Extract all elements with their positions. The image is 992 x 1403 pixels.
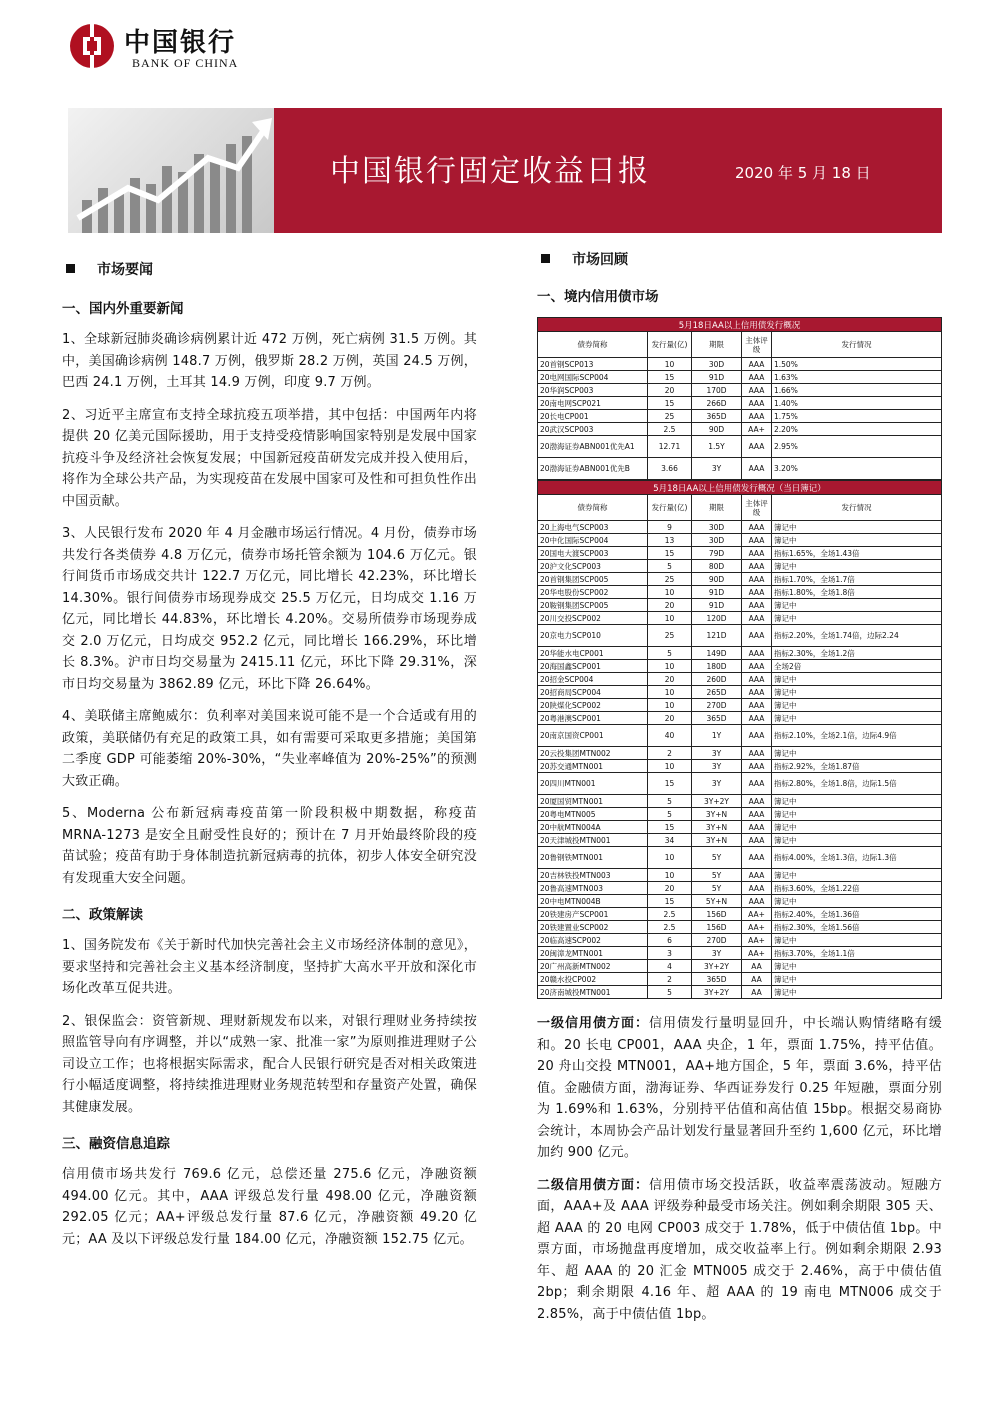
table-cell: 簿记中 [772,673,942,686]
table-cell: 3Y [692,947,742,960]
table-cell: 15 [648,547,692,560]
table-cell: 2.95% [772,436,942,458]
table-cell: 1.40% [772,397,942,410]
news-item-3: 3、人民银行发布 2020 年 4 月金融市场运行情况。4 月份，债券市场共发行各类债券 4.8 万亿元，债券市场托管余额为 104.6 万亿元。银行间货币市场成交共计 122.7 万亿元，同比增长 42.23%，环比增长 14.30%。银行间债券市场现券成交 25.5 万亿元，日均成交 1.16 万亿元，同比增长 44.83%，环比增长 4.20%。交易所债券市场现券成交 2.0 万亿元，日均成交 952.2 亿元，同比增长 166.29%，环比增长 8.3%。沪市日均交易量为 2415.11 亿元，环比下降 29.31%，深市日均交易量为 3862.89 亿元，环比下降 26.64%。 [62,526,477,692]
table-row [538,934,942,947]
table-cell: 簿记中 [772,986,942,999]
left-column [62,257,477,1261]
table-cell: AAA [742,521,772,534]
table-row [538,534,942,547]
table-cell: 20武汉SCP003 [538,423,648,436]
table-cell: AAA [742,895,772,908]
table-cell: 簿记中 [772,934,942,947]
financing-paragraph: 信用债市场共发行 769.6 亿元，总偿还量 275.6 亿元，净融资额 494.00 亿元。其中，AAA 评级总发行量 498.00 亿元，净融资额 292.05 亿元；AA+评级总发行量 87.6 亿元，净融资额 49.20 亿元；AA 及以下评级总发行量 184.00 亿元，净融资额 152.75 亿元。 [62,1167,477,1247]
table-row [538,423,942,436]
report-date: 2020 年 5 月 18 日 [735,164,871,182]
table-row [538,725,942,747]
table-cell: AAA [742,358,772,371]
table-cell: AAA [742,834,772,847]
table-cell: 20鲁钢铁MTN001 [538,847,648,869]
table-row [538,586,942,599]
table-cell: 91D [692,586,742,599]
bank-logo [70,22,270,74]
table-cell: AAA [742,747,772,760]
column-header: 债券简称 [538,332,648,358]
table-row [538,847,942,869]
table-cell: 簿记中 [772,560,942,573]
table-cell: AAA [742,586,772,599]
column-header: 债券简称 [538,495,648,521]
table-cell: 20粤电MTN005 [538,808,648,821]
table-cell: 1.5Y [692,436,742,458]
table-cell: 80D [692,560,742,573]
table-cell: 30D [692,521,742,534]
table-cell: 1.75% [772,410,942,423]
table-cell: AA+ [742,908,772,921]
table-cell: AAA [742,436,772,458]
table-cell: 90D [692,423,742,436]
table-cell: 20 [648,673,692,686]
table-cell: AAA [742,760,772,773]
news-subheading: 一、国内外重要新闻 [62,301,184,317]
table-cell: 指标1.80%，全场1.8倍 [772,586,942,599]
table-cell: 20闽漳龙MTN001 [538,947,648,960]
table-cell: 20南京国资CP001 [538,725,648,747]
table-row [538,821,942,834]
table-cell: 簿记中 [772,960,942,973]
table-row [538,895,942,908]
table-row [538,795,942,808]
table-cell: 20中航MTN004A [538,821,648,834]
table-cell: 20渤海证券ABN001优先A1 [538,436,648,458]
policy-subheading: 二、政策解读 [62,907,143,923]
table-cell: AAA [742,410,772,423]
table-cell: 指标2.30%，全场1.56倍 [772,921,942,934]
table-row [538,986,942,999]
table-cell: 10 [648,686,692,699]
table-cell: 5Y [692,869,742,882]
table-cell: 15 [648,821,692,834]
table-cell: 5 [648,986,692,999]
table-cell: 指标4.00%，全场1.3倍，边际1.3倍 [772,847,942,869]
table-cell: 34 [648,834,692,847]
table-cell: 365D [692,973,742,986]
table-cell: 10 [648,760,692,773]
policy-item-2: 2、银保监会：资管新规、理财新规发布以来，对银行理财业务持续按照监管导向有序调整，并以“成熟一家、批准一家”为原则推进理财子公司设立工作；也将根据实际需求，配合人民银行研究是否对相关政策进行小幅适度调整，将持续推进理财业务规范转型和存量资产处置，确保其健康发展。 [62,1013,477,1115]
table-cell: 指标1.65%，全场1.43倍 [772,547,942,560]
table-cell: 3Y+2Y [692,960,742,973]
table-cell: AAA [742,371,772,384]
table-cell: AAA [742,773,772,795]
table-row [538,612,942,625]
table-cell: 20招商局SCP004 [538,686,648,699]
table-cell: 3Y+N [692,834,742,847]
table-cell: AAA [742,712,772,725]
table-row [538,834,942,847]
table-cell: 20京电力SCP010 [538,625,648,647]
table-cell: AAA [742,847,772,869]
table-cell: 1Y [692,725,742,747]
table-cell: 20首钢集团SCP005 [538,573,648,586]
table-cell: 10 [648,847,692,869]
table-cell: 簿记中 [772,599,942,612]
news-item-2: 2、习近平主席宣布支持全球抗疫五项举措，其中包括：中国两年内将提供 20 亿美元国际援助，用于支持受疫情影响国家特别是发展中国家抗疫斗争及经济社会恢复发展；中国新冠疫苗研发完成并投入使用后，将作为全球公共产品，为实现疫苗在发展中国家可及性和可担负性作出中国贡献。 [62,407,477,509]
table-cell: 149D [692,647,742,660]
table-cell: 9 [648,521,692,534]
table-cell: 簿记中 [772,973,942,986]
table-cell: 20川交投SCP002 [538,612,648,625]
column-header: 发行情况 [772,332,942,358]
table-cell: 3Y+2Y [692,986,742,999]
market-news-heading: 市场要闻 [62,257,477,283]
table-row [538,973,942,986]
table-cell: 20鞍钢集团SCP005 [538,599,648,612]
report-title: 中国银行固定收益日报 [330,154,650,189]
table-cell: AA+ [742,423,772,436]
table-cell: 270D [692,699,742,712]
table-cell: 20陕煤化SCP002 [538,699,648,712]
table-cell: 3 [648,947,692,960]
table-cell: 2 [648,747,692,760]
table-cell: 5Y [692,847,742,869]
table-cell: 20苏交通MTN001 [538,760,648,773]
table-cell: 20 [648,882,692,895]
table-cell: 3Y [692,773,742,795]
primary-market-label: 一级信用债方面： [537,1016,649,1031]
table-cell: 簿记中 [772,834,942,847]
table-cell: AAA [742,821,772,834]
table-caption: 5月18日AA以上信用债发行概况 [538,318,942,332]
table-cell: 5Y+N [692,895,742,908]
table-cell: 15 [648,397,692,410]
table-cell: 2.20% [772,423,942,436]
news-item-5: 5、Moderna 公布新冠病毒疫苗第一阶段积极中期数据，称疫苗 MRNA-1273 是安全且耐受性良好的；预计在 7 月开始最终阶段的疫苗试验；疫苗有助于身体制造抗新冠病毒的抗体，初步人体安全研究没有发现重大安全问题。 [62,806,477,886]
table-cell: AAA [742,795,772,808]
table-cell: AAA [742,534,772,547]
table-row [538,560,942,573]
table-row [538,371,942,384]
financing-subheading: 三、融资信息追踪 [62,1136,170,1152]
table-cell: 40 [648,725,692,747]
table-cell: 20南电网SCP021 [538,397,648,410]
table-cell: 20中化国际SCP004 [538,534,648,547]
table-cell: 3.20% [772,458,942,480]
table-cell: AAA [742,699,772,712]
logo-english-name: BANK OF CHINA [132,56,239,70]
table-cell: 170D [692,384,742,397]
table-cell: AA [742,973,772,986]
table-row [538,647,942,660]
table-cell: 20华能水电CP001 [538,647,648,660]
table-cell: AAA [742,573,772,586]
table-cell: AAA [742,547,772,560]
table-cell: AAA [742,882,772,895]
table-cell: 365D [692,712,742,725]
table-row [538,458,942,480]
table-cell: 3.66 [648,458,692,480]
column-header: 发行情况 [772,495,942,521]
table-cell: 20铁建置业SCP002 [538,921,648,934]
table-cell: 12.71 [648,436,692,458]
table-cell: 簿记中 [772,895,942,908]
logo-chinese-name: 中国银行 [124,28,237,58]
news-item-4: 4、美联储主席鲍威尔：负利率对美国来说可能不是一个合适或有用的政策，美联储仍有充足的政策工具，如有需要可采取更多措施；美国第二季度 GDP 可能萎缩 20%-30%，“失业率峰值为 20%-25%”的预测大致正确。 [62,709,477,789]
table-cell: 20鲁高速MTN003 [538,882,648,895]
column-header: 发行量(亿) [648,332,692,358]
table-row [538,673,942,686]
table-cell: AAA [742,560,772,573]
table-cell: 20济南城投MTN001 [538,986,648,999]
table-cell: AAA [742,625,772,647]
table-cell: 指标2.92%，全场1.87倍 [772,760,942,773]
table-cell: 簿记中 [772,808,942,821]
table-cell: 20长电CP001 [538,410,648,423]
table-cell: 20国电大渡SCP003 [538,547,648,560]
table-cell: 20粤港澳SCP001 [538,712,648,725]
column-header: 发行量(亿) [648,495,692,521]
table-row [538,397,942,410]
column-header: 期限 [692,495,742,521]
table-cell: 20临高速SCP002 [538,934,648,947]
table-cell: 2.5 [648,908,692,921]
table-cell: AA [742,986,772,999]
table-row [538,921,942,934]
table-cell: 270D [692,934,742,947]
table-cell: 指标1.70%，全场1.7倍 [772,573,942,586]
table-row [538,960,942,973]
report-banner [68,108,942,233]
primary-market-paragraph [537,1013,942,1164]
table-cell: 4 [648,960,692,973]
table-row [538,869,942,882]
table-row [538,699,942,712]
table-cell: 120D [692,612,742,625]
table-row [538,410,942,423]
table-cell: 30D [692,358,742,371]
table-row [538,686,942,699]
column-header: 主体评级 [742,495,772,521]
table-cell: 2.5 [648,423,692,436]
policy-item-1: 1、国务院发布《关于新时代加快完善社会主义市场经济体制的意见》，要求坚持和完善社会主义基本经济制度，坚持扩大高水平开放和深化市场化改革互促共进。 [62,938,477,996]
table-cell: 簿记中 [772,534,942,547]
table-cell: 13 [648,534,692,547]
table-cell: 6 [648,934,692,947]
table-cell: 簿记中 [772,612,942,625]
square-bullet-icon [66,264,75,273]
table-cell: 156D [692,921,742,934]
table-cell: 180D [692,660,742,673]
table-cell: 簿记中 [772,821,942,834]
table-cell: 20吉林铁投MTN003 [538,869,648,882]
table-cell: 91D [692,371,742,384]
table-cell: 25 [648,625,692,647]
table-row [538,573,942,586]
table-cell: 20华润SCP003 [538,384,648,397]
table-cell: 指标2.40%，全场1.36倍 [772,908,942,921]
table-cell: 3Y+N [692,821,742,834]
table-cell: AAA [742,673,772,686]
table-row [538,712,942,725]
table-cell: AAA [742,647,772,660]
table-cell: 3Y [692,458,742,480]
table-row [538,436,942,458]
table-row [538,908,942,921]
rising-chart-graphic-icon [68,108,274,233]
table-cell: 1.66% [772,384,942,397]
table-cell: 簿记中 [772,686,942,699]
table-cell: 指标2.10%，全场2.1倍，边际4.9倍 [772,725,942,747]
news-item-1: 1、全球新冠肺炎确诊病例累计近 472 万例，死亡病例 31.5 万例。其中，美国确诊病例 148.7 万例，俄罗斯 28.2 万例，英国 24.5 万例，巴西 24.1 万例，土耳其 14.9 万例，印度 9.7 万例。 [62,332,477,390]
table-cell: 20赣水投CP002 [538,973,648,986]
table-cell: 3Y [692,747,742,760]
square-bullet-icon [541,254,550,263]
secondary-market-text: 信用债市场交投活跃，收益率震荡波动。短融方面，AAA+及 AAA 评级券种最受市场关注。例如剩余期限 305 天、超 AAA 的 20 电网 CP003 成交于 1.78%，低于中债估值 1bp。中票方面，市场抛盘再度增加，成交收益率上行。例如剩余期限 2.93 年、超 AAA 的 20 汇金 MTN005 成交于 2.46%，高于中债估值 2bp；剩余期限 4.16 年、超 AAA 的 19 南电 MTN006 成交于 2.85%，高于中债估值 1bp。 [537,1177,943,1322]
bookbuilding-table [537,480,942,999]
table-cell: 20广州高新MTN002 [538,960,648,973]
table-cell: 10 [648,586,692,599]
table-cell: 20华电股份SCP002 [538,586,648,599]
table-row [538,808,942,821]
table-cell: 指标2.20%，全场1.74倍，边际2.24 [772,625,942,647]
table-row [538,547,942,560]
table-row [538,773,942,795]
issuance-table [537,317,942,480]
table-cell: 25 [648,573,692,586]
table-cell: 121D [692,625,742,647]
table-cell: 10 [648,660,692,673]
table-cell: AA+ [742,934,772,947]
table-cell: 5 [648,560,692,573]
table-cell: 指标2.30%，全场1.2倍 [772,647,942,660]
secondary-market-label: 二级信用债方面： [537,1177,649,1193]
table-cell: AAA [742,660,772,673]
table-cell: 20首钢SCP013 [538,358,648,371]
table-cell: AAA [742,384,772,397]
table-cell: 20沪文化SCP003 [538,560,648,573]
table-cell: 3Y [692,760,742,773]
table-cell: 266D [692,397,742,410]
table-cell: 91D [692,599,742,612]
table-cell: 指标2.80%，全场1.8倍，边际1.5倍 [772,773,942,795]
table-cell: 15 [648,773,692,795]
column-header: 主体评级 [742,332,772,358]
secondary-market-paragraph [537,1175,942,1326]
table-cell: 156D [692,908,742,921]
table-cell: AAA [742,808,772,821]
table-cell: 79D [692,547,742,560]
table-cell: 20上海电气SCP003 [538,521,648,534]
table-cell: AAA [742,612,772,625]
table-cell: 簿记中 [772,699,942,712]
table-cell: 20四川MTN001 [538,773,648,795]
table-cell: 簿记中 [772,712,942,725]
table-cell: 10 [648,358,692,371]
table-cell: 15 [648,895,692,908]
table-cell: AAA [742,458,772,480]
table-cell: 10 [648,612,692,625]
table-cell: 90D [692,573,742,586]
table-cell: 20中电MTN004B [538,895,648,908]
table-cell: 簿记中 [772,869,942,882]
table-cell: 30D [692,534,742,547]
table-cell: 20招金SCP004 [538,673,648,686]
table-cell: 1.50% [772,358,942,371]
table-cell: AA [742,960,772,973]
table-cell: 5 [648,808,692,821]
table-row [538,521,942,534]
table-cell: AA+ [742,921,772,934]
table-cell: 20 [648,712,692,725]
table-cell: 1.63% [772,371,942,384]
table-cell: 20渤海证券ABN001优先B [538,458,648,480]
right-column [537,247,942,1336]
table-cell: 365D [692,410,742,423]
table-cell: 2 [648,973,692,986]
table-cell: AAA [742,725,772,747]
table-cell: 簿记中 [772,747,942,760]
table-row [538,882,942,895]
table-cell: 5 [648,795,692,808]
table-cell: 簿记中 [772,521,942,534]
table-cell: 3Y+2Y [692,795,742,808]
table-row [538,660,942,673]
table-cell: AAA [742,869,772,882]
column-header: 期限 [692,332,742,358]
table-cell: 2.5 [648,921,692,934]
table-row [538,760,942,773]
table-cell: 3Y+N [692,808,742,821]
table-cell: 20云投集团MTN002 [538,747,648,760]
table-row [538,747,942,760]
table-cell: 265D [692,686,742,699]
table-cell: 指标3.70%，全场1.1倍 [772,947,942,960]
table-cell: 20海国鑫SCP001 [538,660,648,673]
table-cell: 20厦国贸MTN001 [538,795,648,808]
table-cell: 10 [648,699,692,712]
table-row [538,384,942,397]
table-cell: 5Y [692,882,742,895]
market-review-heading: 市场回顾 [537,247,942,273]
bank-of-china-emblem-icon [70,24,114,68]
table-cell: 25 [648,410,692,423]
table-row [538,358,942,371]
primary-market-text: 信用债发行量明显回升，中长端认购情绪略有缓和。20 长电 CP001，AAA 央企，1 年，票面 1.75%，持平估值。20 舟山交投 MTN001，AA+地方国企，5 年，票面 3.6%，持平估值。金融债方面，渤海证券、华西证券发行 0.25 年短融，票面分别为 1.69%和 1.63%，分别持平估值和高估值 15bp。根据交易商协会统计，本周协会产品计划发行量显著回升至约 1,600 亿元，环比增加约 900 亿元。 [537,1016,943,1160]
table-cell: 簿记中 [772,795,942,808]
table-cell: 指标3.60%，全场1.22倍 [772,882,942,895]
table-row [538,947,942,960]
table-cell: 10 [648,869,692,882]
credit-market-subheading: 一、境内信用债市场 [537,289,659,305]
table-cell: AAA [742,397,772,410]
table-cell: 20电网国际SCP004 [538,371,648,384]
table-cell: 20 [648,599,692,612]
table-cell: 15 [648,371,692,384]
table-cell: AA+ [742,947,772,960]
table-row [538,625,942,647]
table-row [538,599,942,612]
table-cell: 20铁建房产SCP001 [538,908,648,921]
table-caption: 5月18日AA以上信用债发行概况（当日簿记） [538,481,942,495]
table-cell: 260D [692,673,742,686]
table-cell: 全场2倍 [772,660,942,673]
table-cell: AAA [742,686,772,699]
table-cell: AAA [742,599,772,612]
table-cell: 20 [648,384,692,397]
table-cell: 20天津城投MTN001 [538,834,648,847]
table-cell: 5 [648,647,692,660]
